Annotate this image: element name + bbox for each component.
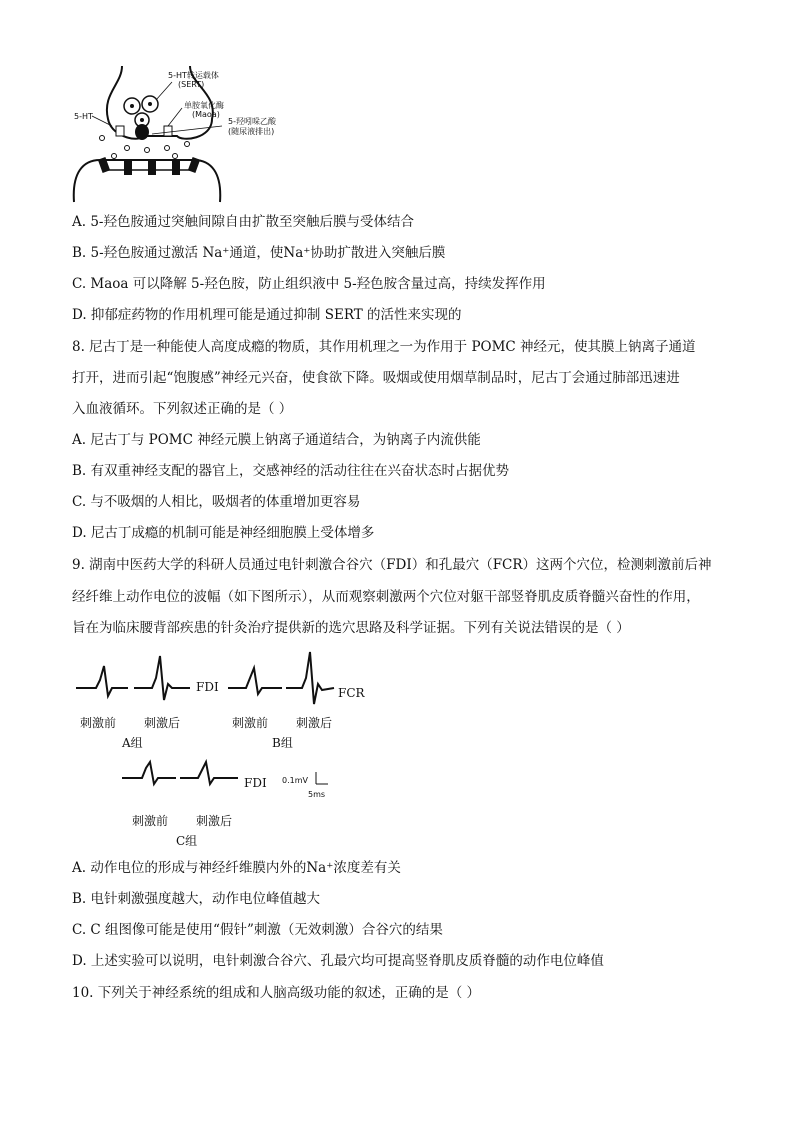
q8-option-c: C. 与不吸烟的人相比，吸烟者的体重增加更容易 — [72, 494, 361, 510]
q9-option-d: D. 上述实验可以说明，电针刺激合谷穴、孔最穴均可提高竖脊肌皮质脊髓的动作电位峰值 — [72, 953, 604, 969]
group-c-label: C组 — [176, 834, 198, 848]
maoa-label: 单胺氧化酶 — [184, 101, 224, 110]
fcr-label: FCR — [338, 686, 365, 700]
c-after-label: 刺激后 — [196, 814, 233, 828]
scale-voltage-label: 0.1mV — [282, 776, 308, 785]
q7-option-b: B. 5-羟色胺通过激活 Na⁺通道，使Na⁺协助扩散进入突触后膜 — [72, 245, 446, 261]
q9-stem-line-2: 经纤维上动作电位的波幅（如下图所示），从而观察刺激两个穴位对躯干部竖脊肌皮质脊髓兴奋性的作用， — [72, 589, 700, 605]
q7-option-a: A. 5-羟色胺通过突触间隙自由扩散至突触后膜与受体结合 — [72, 214, 414, 230]
sert-label: 5-HT转运载体 — [168, 71, 219, 80]
q7-option-c: C. Maoa 可以降解 5-羟色胺，防止组织液中 5-羟色胺含量过高，持续发挥作用 — [72, 276, 546, 292]
q8-stem-line-3: 入血液循环。下列叙述正确的是（ ） — [72, 401, 293, 417]
action-potential-figure — [72, 648, 382, 848]
scale-time-label: 5ms — [308, 790, 326, 799]
product-label: 5-羟吲哚乙酸 — [228, 117, 276, 126]
q8-stem-line-1: 8. 尼古丁是一种能使人高度成瘾的物质，其作用机理之一为作用于 POMC 神经元，使其膜上钠离子通道 — [72, 339, 696, 355]
q9-option-a: A. 动作电位的形成与神经纤维膜内外的Na⁺浓度差有关 — [72, 860, 401, 876]
group-a-label: A组 — [122, 736, 143, 750]
maoa-abbr-label: (Maoa) — [192, 110, 220, 119]
5ht-label: 5-HT — [74, 112, 93, 121]
fdi-label-c: FDI — [244, 776, 267, 790]
q7-option-d: D. 抑郁症药物的作用机理可能是通过抑制 SERT 的活性来实现的 — [72, 307, 462, 323]
synapse-figure — [72, 64, 302, 204]
q9-option-c: C. C 组图像可能是使用“假针”刺激（无效刺激）合谷穴的结果 — [72, 922, 443, 938]
fdi-label-ab: FDI — [196, 680, 219, 694]
a-before-label: 刺激前 — [80, 716, 117, 730]
q8-stem-line-2: 打开，进而引起“饱腹感”神经元兴奋，使食欲下降。吸烟或使用烟草制品时，尼古丁会通过肺部迅速进 — [72, 370, 680, 386]
b-before-label: 刺激前 — [232, 716, 269, 730]
q8-option-a: A. 尼古丁与 POMC 神经元膜上钠离子通道结合，为钠离子内流供能 — [72, 432, 481, 448]
q8-option-b: B. 有双重神经支配的器官上，交感神经的活动往往在兴奋状态时占据优势 — [72, 463, 510, 479]
q10-stem: 10. 下列关于神经系统的组成和人脑高级功能的叙述，正确的是（ ） — [72, 985, 481, 1001]
product-note-label: (随尿液排出) — [228, 127, 275, 136]
q9-stem-line-1: 9. 湖南中医药大学的科研人员通过电针刺激合谷穴（FDI）和孔最穴（FCR）这两个穴位，检测刺激前后神 — [72, 557, 712, 573]
b-after-label: 刺激后 — [296, 716, 333, 730]
q8-option-d: D. 尼古丁成瘾的机制可能是神经细胞膜上受体增多 — [72, 525, 375, 541]
sert-abbr-label: (SERT) — [178, 80, 205, 89]
a-after-label: 刺激后 — [144, 716, 181, 730]
group-b-label: B组 — [272, 736, 293, 750]
c-before-label: 刺激前 — [132, 814, 169, 828]
q9-stem-line-3: 旨在为临床腰背部疾患的针灸治疗提供新的选穴思路及科学证据。下列有关说法错误的是（ ） — [72, 620, 630, 636]
q9-option-b: B. 电针刺激强度越大，动作电位峰值越大 — [72, 891, 321, 907]
